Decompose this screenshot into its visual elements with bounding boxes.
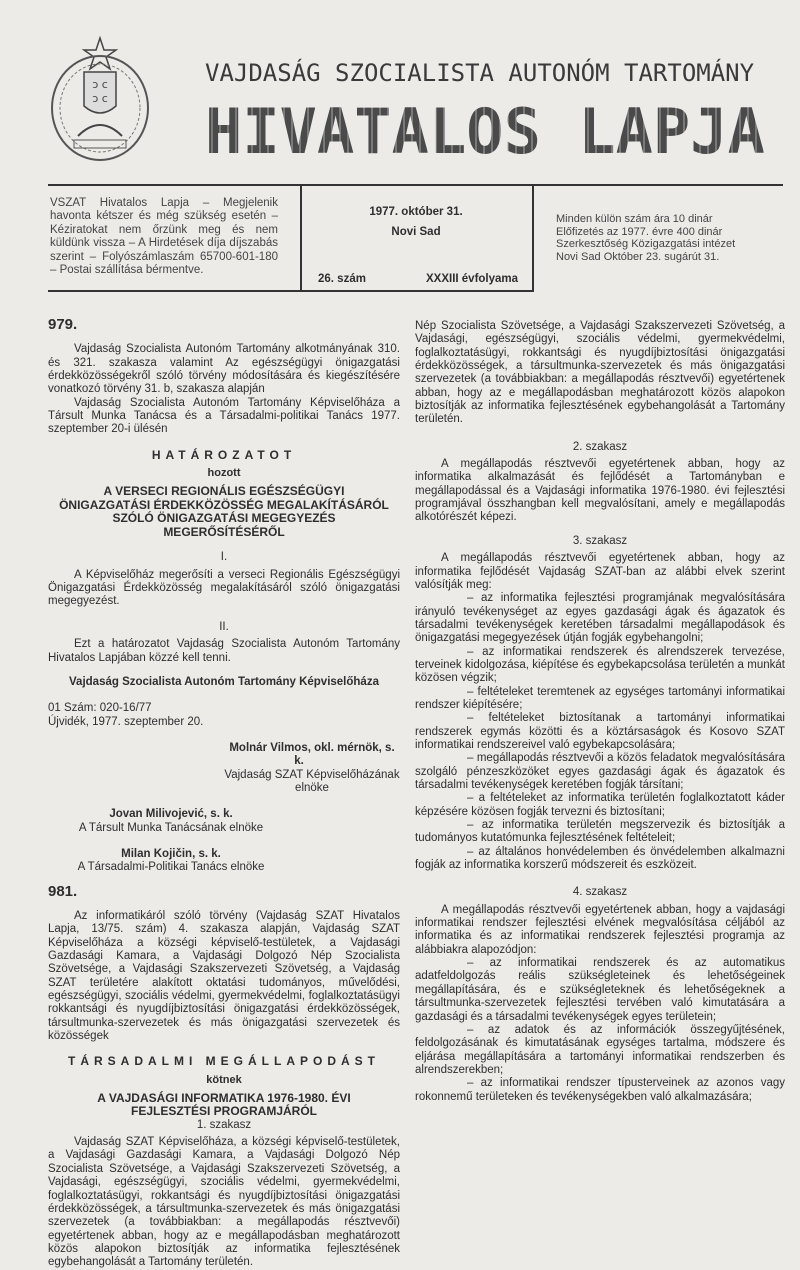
decision-heading: HATÁROZATOT bbox=[151, 447, 297, 462]
signatory-name: Jovan Milivojević, s. k. bbox=[109, 808, 233, 821]
publication-notice: VSZAT Hivatalos Lapja – Megjelenik havonta kétszer és még szükség esetén – Kéziratokat nem őrzünk meg és nem küldünk vissza – A Hirdetések díja díjszabás szerint – Folyószámlaszám 65700-601-180 – Postai szállítása bérmentve. bbox=[50, 197, 278, 277]
masthead-province-name: VAJDASÁG SZOCIALISTA AUTONÓM TARTOMÁNY bbox=[205, 59, 755, 87]
section-I-text: A Képviselőház megerősíti a verseci Regionális Egészségügyi Önigazgatási Érdekközösség megalakításáról szóló önigazgatási megegyezést. bbox=[48, 568, 400, 608]
signature-block-2 bbox=[48, 808, 268, 835]
section-2-text: A megállapodás résztvevői egyetértenek abban, hogy az informatika alkalmazását és fejlődését a Tartományban e megállapodással és a Vajdasági informatika 1976-1980. évi fejlesztési programjával összhangban kell megvalósítani, amely e megállapodás alkotórészét képezi. bbox=[415, 458, 785, 524]
signatory-role: Vajdaság SZAT Képviselőházának bbox=[224, 768, 400, 781]
preamble-assembly: Vajdaság Szocialista Autonóm Tartomány Képviselőháza a Társult Munka Tanácsa és a Társadalmi-politikai Tanács 1977. szeptember 20-i ülésén bbox=[48, 396, 400, 436]
issuer: Vajdaság Szocialista Autonóm Tartomány Képviselőháza bbox=[69, 675, 379, 688]
document-number-979: 979. bbox=[48, 316, 78, 333]
place-date: Újvidék, 1977. szeptember 20. bbox=[48, 715, 204, 728]
section-3-item: – az általános honvédelemben és önvédelemben alkalmazni fogják az informatika korszerű módszereit és eszközeit. bbox=[415, 845, 785, 872]
editorial-line: Szerkesztőség Közigazgatási intézet bbox=[556, 238, 736, 251]
decision-hozott: hozott bbox=[207, 467, 241, 480]
signature-block-3 bbox=[48, 848, 268, 875]
section-3-heading: 3. szakasz bbox=[572, 534, 628, 547]
section-3-item: – az informatika területén megszervezik és biztosítják a tudományos kutatómunka fejlesztésének feltételeit; bbox=[415, 819, 785, 845]
section-4-text: A megállapodás résztvevői egyetértenek abban, hogy a vajdasági informatikai rendszer fejlesztési elvének megvalósítása céljából az informatika és az informatikai rendszerek fejlesztési programja az alábbiakra alapozódjon: bbox=[415, 903, 785, 956]
signature-block-1 bbox=[198, 742, 400, 795]
svg-text:ɔ c: ɔ c bbox=[92, 78, 108, 91]
decision-title: A VERSECI REGIONÁLIS EGÉSZSÉGÜGYI ÖNIGAZGATÁSI ÉRDEKKÖZÖSSÉG MEGALAKÍTÁSÁRÓL SZÓLÓ ÖNIGAZGATÁSI MEGEGYEZÉS MEGERŐSÍTÉSÉRŐL bbox=[59, 484, 389, 539]
signatory-role: A Társult Munka Tanácsának elnöke bbox=[78, 821, 264, 834]
left-column bbox=[48, 316, 400, 1269]
section-II-text: Ezt a határozatot Vajdaság Szocialista Autonóm Tartomány Hivatalos Lapjában közzé kell tenni. bbox=[48, 638, 400, 664]
section-4-item: – az informatikai rendszerek és az automatikus adatfeldolgozás reális szükségleteinek és lehetőségeinek megállapítására, és e szükségleteknek és lehetőségeknek a társultmunka-szervezetek fejlesztési tervében való kimutatására a gazdasági és a társadalmi tevékenységek egyes területein; bbox=[415, 957, 785, 1023]
section-3-item: – feltételeket teremtenek az egységes tartományi informatikai rendszer kiépítésére; bbox=[415, 685, 785, 711]
masthead-title: HIVATALOS LAPJA bbox=[205, 92, 785, 172]
subscription-info bbox=[556, 213, 786, 263]
preamble: Vajdaság Szocialista Autonóm Tartomány alkotmányának 310. és 321. szakasza valamint Az egészségügyi önigazgatási érdekközösségekről szóló törvény módosítására és kiegészítésére vonatkozó törvény 31. b, szakasza alapján bbox=[48, 343, 400, 396]
agreement-preamble: Az informatikáról szóló törvény (Vajdaság SZAT Hivatalos Lapja, 13/75. szám) 4. szakasza alapján, Vajdaság SZAT Képviselőháza a községi képviselő-testületek, a Vajdasági Gazdasági Kamara, a Vajdasági Dolgozó Nép Szocialista Szövetsége, a Vajdasági Szakszervezeti Szövetség, a Vajdaság SZAT területére alakított oktatási tudományos, művelődési, egészségügyi, szociális védelmi, gyermekvédelmi, foglalkoztatásügyi rokkantsági és nyugdíjbiztosítási önigazgatási érdekközösségek, társultmunka-szervezetek és más önigazgatási szervezetek és közösségek bbox=[48, 909, 400, 1043]
signatory-name: Molnár Vilmos, okl. mérnök, s. k. bbox=[229, 741, 395, 768]
reference-number: 01 Szám: 020-16/77 bbox=[48, 702, 152, 715]
section-1-heading: 1. szakasz bbox=[196, 1118, 252, 1131]
volume-number: XXXIII évfolyama bbox=[426, 273, 519, 285]
header-top-rule bbox=[48, 184, 783, 186]
section-1-continued: Nép Szocialista Szövetsége, a Vajdasági Szakszervezeti Szövetség, a Vajdasági, egészségügyi, szociális védelmi, gyermekvédelmi, foglalkoztatásügyi, rokkantsági és nyugdíjbiztosítási önigazgatási érdekközösségek, a társultmunka-szervezetek és más önigazgatási szervezetek (a továbbiakban: a megállapodás résztvevői) egyetértenek abban, hogy az e megállapodásban meghatározott közös alapokon biztosítják az informatika fejlesztésének egybehangolását a Tartomány területén. bbox=[415, 320, 785, 426]
address-line: Novi Sad Október 23. sugárút 31. bbox=[556, 250, 720, 263]
section-3-item: – az informatika fejlesztési programjának megvalósítására irányuló tevékenységet az egyes gazdasági ágak és ágazatok és társadalmi tevékenységek keretében társadalmi megállapodások és önigazgatási megegyezések útján fogják egybehangolni; bbox=[415, 592, 785, 645]
agreement-kotnek: kötnek bbox=[206, 1073, 242, 1086]
section-3-text: A megállapodás résztvevői egyetértenek abban, hogy az informatika fejlődését Vajdaság SZAT-ban az alábbi elvek szerint valósítják meg: bbox=[415, 552, 785, 591]
signatory-role: A Társadalmi-Politikai Tanács elnöke bbox=[77, 861, 265, 874]
right-column bbox=[415, 320, 785, 1104]
section-3-item: – feltételeket biztosítanak a tartományi informatikai rendszerek egymás közötti és a köztársaságok és Kosovo SZAT informatikai rendszereivel való egybekapcsolására; bbox=[415, 712, 785, 751]
section-4-heading: 4. szakasz bbox=[572, 886, 628, 899]
section-II: II. bbox=[219, 620, 229, 633]
document-number-981: 981. bbox=[48, 882, 78, 900]
section-3-item: – az informatikai rendszerek és alrendszerek tervezése, terveinek kidolgozása, kiépítése és egybekapcsolása területén a munkát közösen végzik; bbox=[415, 645, 785, 685]
section-I: I. bbox=[220, 551, 228, 564]
svg-text:ɔ c: ɔ c bbox=[92, 92, 108, 105]
issue-number: 26. szám bbox=[318, 273, 366, 285]
header-bottom-rule bbox=[48, 290, 533, 292]
info-divider-right bbox=[532, 184, 534, 292]
agreement-title: A VAJDASÁGI INFORMATIKA 1976-1980. ÉVI FEJLESZTÉSI PROGRAMJÁRÓL bbox=[97, 1091, 351, 1119]
signatory-name: Milan Kojičin, s. k. bbox=[121, 847, 221, 860]
section-1-text: Vajdaság SZAT Képviselőháza, a községi képviselő-testületek, a Vajdasági Gazdasági Kamara, a Vajdasági Dolgozó Nép Szocialista Szövetsége, a Vajdasági Szakszervezeti Szövetség, a Vajdasági, egészségügyi, szociális védelmi, gyermekvédelmi, foglalkoztatásügyi, rokkantsági és nyugdíjbiztosítási önigazgatási érdekközösségek, a társultmunka-szervezetek és más önigazgatási szervezetek (a továbbiakban: a megállapodás résztvevői) egyetértenek abban, hogy az e megállapodásban meghatározott közös alapokon biztosítják az informatika fejlesztésének egybehangolását a Tartomány területén. bbox=[48, 1136, 400, 1269]
section-3-item: – megállapodás résztvevői a közös feladatok megvalósítására szolgáló pénzeszközöket egyes gazdasági ágak és ágazatok és társadalmi tevékenységek keretében fogják társítani; bbox=[415, 752, 785, 791]
signatory-role: elnöke bbox=[295, 781, 329, 794]
section-4-item: – az adatok és az információk összegyűjtésének, feldolgozásának és kimutatásának egységes tartalma, módszere és eljárása megállapítására a tartományi informatikai rendszerben és alrendszerekben; bbox=[415, 1023, 785, 1076]
agreement-heading: TÁRSADALMI MEGÁLLAPODÁST bbox=[68, 1054, 380, 1069]
section-3-item: – a feltételeket az informatika területén foglalkoztatott káder képzésére közösen fogják tervezni és biztosítani; bbox=[415, 792, 785, 818]
coat-of-arms-emblem bbox=[48, 36, 152, 164]
issue-place: Novi Sad bbox=[391, 226, 441, 238]
price-line: Minden külön szám ára 10 dinár bbox=[556, 213, 713, 225]
subscription-line: Előfizetés az 1977. évre 400 dinár bbox=[556, 225, 723, 238]
section-4-item: – az informatikai rendszer típusterveinek az azonos vagy rokonnemű területeken és tevékenységekben való alkalmazására; bbox=[415, 1077, 785, 1103]
issue-date: 1977. október 31. bbox=[369, 206, 463, 218]
section-2-heading: 2. szakasz bbox=[572, 440, 628, 453]
